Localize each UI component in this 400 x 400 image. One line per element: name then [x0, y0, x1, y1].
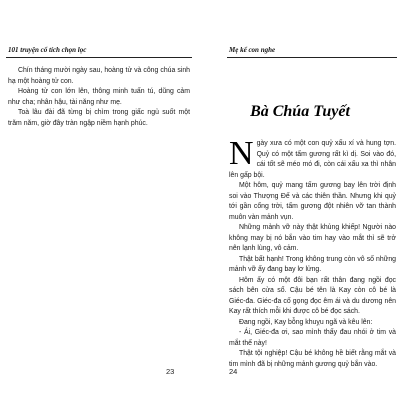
right-body-text [229, 135, 396, 370]
right-header-rule [227, 57, 397, 58]
first-paragraph [229, 135, 396, 181]
paragraph: Đang ngồi, Kay bỗng khuỵu ngã và kêu lên: [239, 318, 373, 326]
left-body-text [8, 66, 190, 129]
right-page [200, 0, 400, 400]
paragraph: Hôm ấy có một đôi bạn rất thân đang ngồi đọc sách bên cửa sổ. Cậu bé tên là Kay còn cô bé là Giéc-đa. Giéc-đa cố gọng đọc êm ái và du dương nên Kay rất thích mỗi khi được cô bé đọc sách. [229, 276, 396, 315]
first-paragraph-text: gày xưa có một con quỷ xấu xí và hung tợn. Quỷ có một tấm gương rất kì dị. Soi vào đó, cái tốt sẽ méo mó đi, còn cái xấu xa thì nhân lên gấp bội. [229, 140, 396, 179]
paragraph: Một hôm, quỷ mang tấm gương bay lên trời định soi vào Thượng Đế và các thiên thần. Nhưng khi quỷ tới gần cổng trời, tấm gương đột nhiên vỡ tan thành muôn vàn mảnh vụn. [229, 182, 396, 221]
paragraph: Những mảnh vỡ này thật khủng khiếp! Người nào không may bị nó bắn vào tim hay vào mắt thì sẽ trở nên lạnh lùng, vô cảm. [229, 224, 396, 252]
left-header-rule [6, 57, 192, 58]
paragraph: Chín tháng mười ngày sau, hoàng tử và công chúa sinh hạ một hoàng tử con. [8, 67, 190, 85]
right-page-number: 24 [229, 367, 238, 376]
story-title: Bà Chúa Tuyết [250, 103, 350, 120]
paragraph: Hoàng tử con lớn lên, thông minh tuấn tú, dũng cảm như cha; nhân hậu, tài năng như mẹ. [8, 88, 190, 106]
paragraph: - Ái, Giéc-đa ơi, sao mình thấy đau nhói ở tim và mắt thế này! [229, 329, 396, 347]
left-running-head: 101 truyện cổ tích chọn lọc [8, 46, 87, 54]
right-running-head: Mẹ kể con nghe [229, 46, 276, 54]
drop-cap: N [229, 135, 254, 172]
paragraph: Toà lâu đài đã từng bị chìm trong giấc ngủ suốt một trăm năm, giờ đây tràn ngập niềm hạnh phúc. [8, 109, 190, 127]
paragraph: Thật tội nghiệp! Cậu bé không hề biết rằng mắt và tim mình đã bị những mảnh gương quỷ bắn vào. [229, 350, 396, 368]
paragraph: Thật bất hạnh! Trong không trung còn vô số những mảnh vỡ ấy đang bay lơ lửng. [229, 255, 396, 273]
left-page-number: 23 [166, 367, 175, 376]
